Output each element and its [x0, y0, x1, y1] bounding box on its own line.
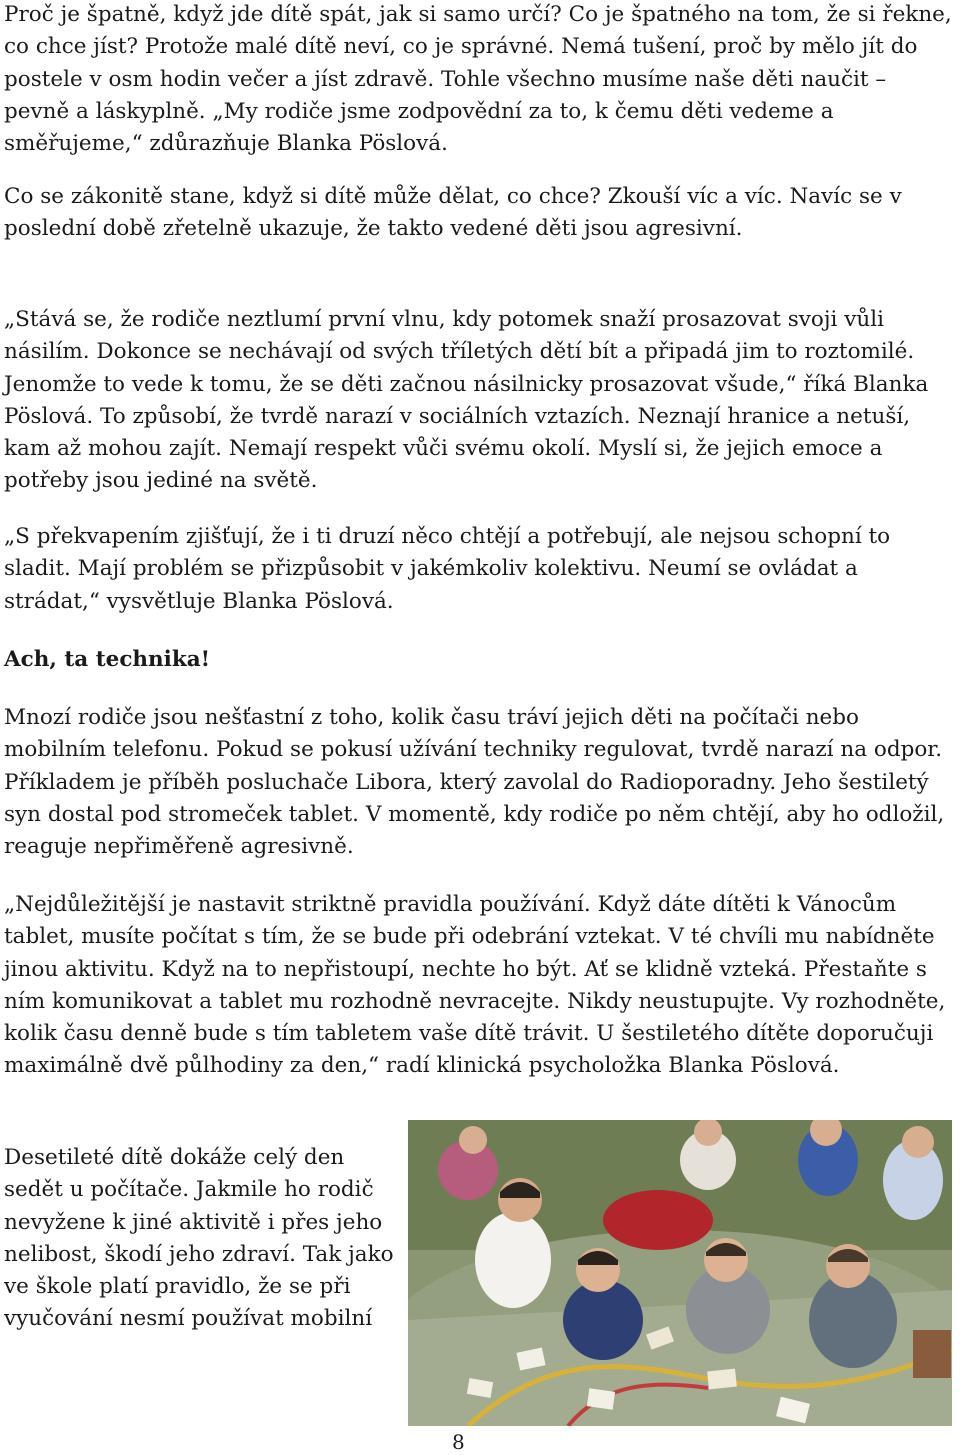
- classroom-photo: [408, 1120, 952, 1426]
- paragraph-1: Proč je špatně, když jde dítě spát, jak si samo určí? Co je špatného na tom, že si řekne, co chce jíst? Protože malé dítě neví, co je správné. Nemá tušení, proč by mělo jít do postele v osm hodin večer a jíst zdravě. Tohle všechno musíme naše děti naučit – pevně a láskyplně. „My rodiče jsme zodpovědní za to, k čemu děti vedeme a směřujeme,“ zdůrazňuje Blanka Pöslová.: [4, 2, 952, 157]
- paragraph-3: „Stává se, že rodiče neztlumí první vlnu, kdy potomek snaží prosazovat svoji vůli násilím. Dokonce se nechávají od svých tříletých dětí bít a připadá jim to roztomilé. Jenomže to vede k tomu, že se děti začnou násilnicky prosazovat všude,“ říká Blanka Pöslová. To způsobí, že tvrdě narazí v sociálních vztazích. Neznají hranice a netuší, kam až mohou zajít. Nemají respekt vůči svému okolí. Myslí si, že jejich emoce a potřeby jsou jediné na světě.: [4, 307, 929, 494]
- paragraph-2: Co se zákonitě stane, když si dítě může dělat, co chce? Zkouší víc a víc. Navíc se v poslední době zřetelně ukazuje, že takto vedené děti jsou agresivní.: [4, 184, 902, 242]
- section-heading: Ach, ta technika!: [4, 647, 211, 672]
- paragraph-5: Mnozí rodiče jsou nešťastní z toho, kolik času tráví jejich děti na počítači nebo mobilním telefonu. Pokud se pokusí užívání techniky regulovat, tvrdě narazí na odpor. Příkladem je příběh posluchače Libora, který zavolal do Radioporadny. Jeho šestiletý syn dostal pod stromeček tablet. V momentě, kdy rodiče po něm chtějí, aby ho odložil, reaguje nepřiměřeně agresivně.: [4, 705, 945, 860]
- paragraph-6: „Nejdůležitější je nastavit striktně pravidla používání. Když dáte dítěti k Vánocům tablet, musíte počítat s tím, že se bude při odebrání vztekat. V té chvíli mu nabídněte jinou aktivitu. Když na to nepřistoupí, nechte ho být. Ať se klidně vzteká. Přestaňte s ním komunikovat a tablet mu rozhodně nevracejte. Nikdy neustupujte. Vy rozhodněte, kolik času denně bude s tím tabletem vaše dítě trávit. U šestiletého dítěte doporučuji maximálně dvě půlhodiny za den,“ radí klinická psycholožka Blanka Pöslová.: [4, 892, 946, 1079]
- paragraph-4: „S překvapením zjišťují, že i ti druzí něco chtějí a potřebují, ale nejsou schopní to sladit. Mají problém se přizpůsobit v jakémkoliv kolektivu. Neumí se ovládat a strádat,“ vysvětluje Blanka Pöslová.: [4, 524, 891, 614]
- side-text: Desetileté dítě dokáže celý den sedět u počítače. Jakmile ho rodič nevyžene k jiné aktivitě i přes jeho nelibost, škodí jeho zdraví. Tak jako ve škole platí pravidlo, že se při vyučování nesmí používat mobilní: [4, 1145, 394, 1332]
- page-number: 8: [452, 1430, 465, 1454]
